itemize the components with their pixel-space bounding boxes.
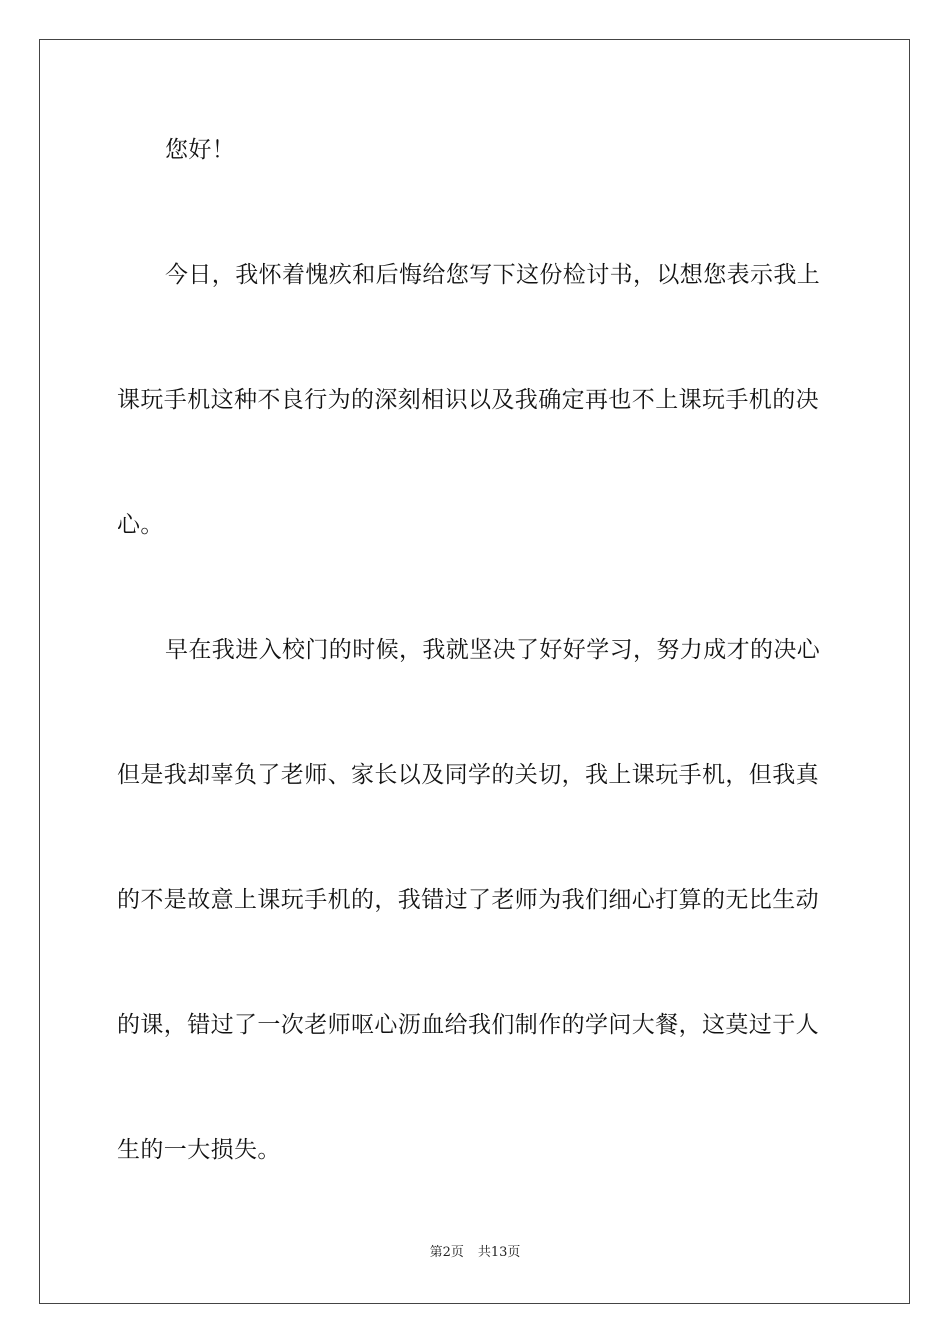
paragraph-1-line-1: 今日，我怀着愧疚和后悔给您写下这份检讨书，以想您表示我上 [165, 262, 821, 288]
paragraph-2-line-5: 生的一大损失。 [117, 1137, 281, 1163]
page-footer [0, 1244, 950, 1262]
greeting-line: 您好！ [165, 137, 236, 163]
page-total: 共13页 [477, 1245, 521, 1260]
paragraph-2-line-4: 的课，错过了一次老师呕心沥血给我们制作的学问大餐，这莫过于人 [117, 1012, 819, 1038]
paragraph-2-line-2: 但是我却辜负了老师、家长以及同学的关切，我上课玩手机，但我真 [117, 762, 819, 788]
page-frame [39, 39, 910, 1304]
paragraph-1-line-2: 课玩手机这种不良行为的深刻相识以及我确定再也不上课玩手机的决 [117, 387, 819, 413]
paragraph-2-line-3: 的不是故意上课玩手机的，我错过了老师为我们细心打算的无比生动 [117, 887, 819, 913]
paragraph-2-line-1: 早在我进入校门的时候，我就坚决了好好学习，努力成才的决心 [165, 637, 821, 663]
page-number: 第2页 [429, 1245, 464, 1260]
paragraph-1-line-3: 心。 [117, 512, 164, 538]
